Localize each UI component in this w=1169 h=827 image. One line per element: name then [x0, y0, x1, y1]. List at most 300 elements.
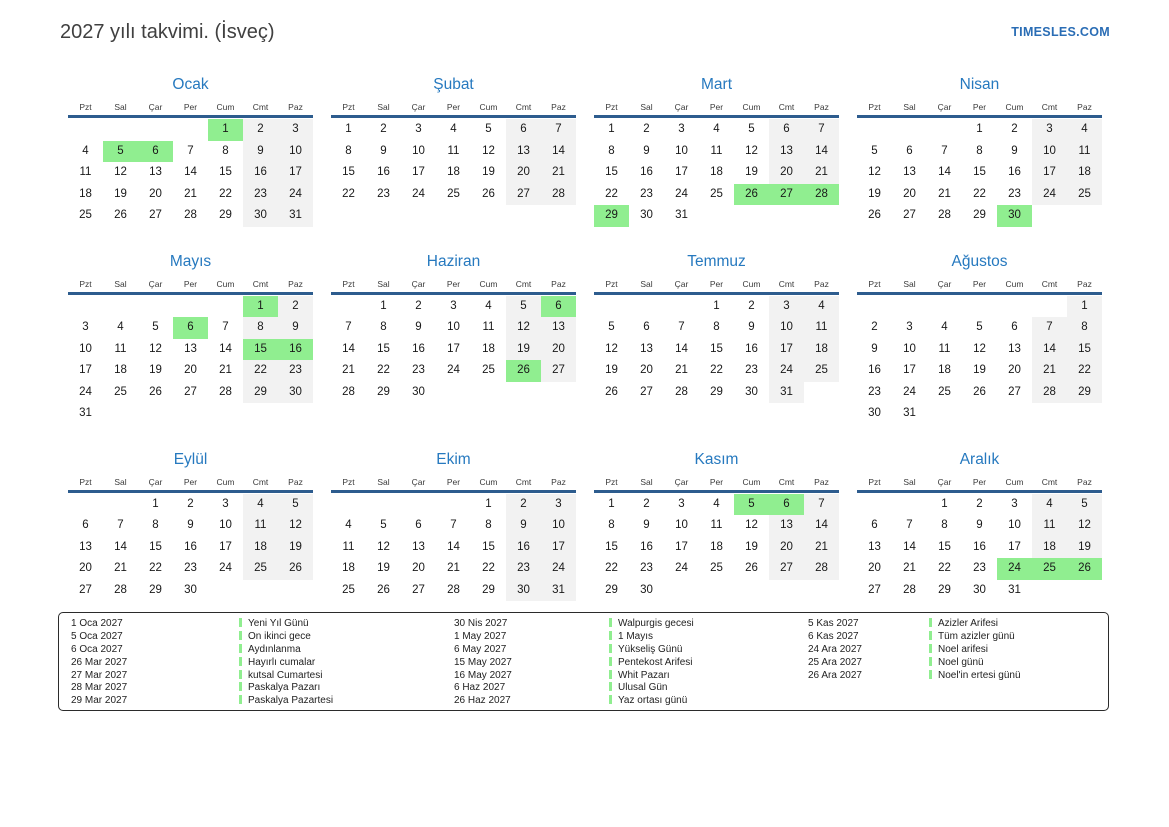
weekday-header-row	[68, 476, 313, 489]
day-cell-empty	[962, 296, 997, 318]
weekday-label: Cum	[1005, 102, 1024, 112]
day-cell: 21	[114, 562, 127, 574]
day-cell: 8	[485, 519, 492, 531]
weekday-label: Çar	[148, 476, 163, 487]
day-cell: 9	[278, 317, 313, 339]
legend-row	[609, 657, 796, 670]
legend-row	[239, 657, 442, 670]
day-cell-empty	[208, 580, 243, 602]
day-cell: 30	[640, 583, 653, 596]
legend-date: 26 Haz 2027	[454, 695, 511, 707]
month-title: Eylül	[173, 450, 208, 468]
day-cell: 28	[541, 184, 576, 206]
day-cell-empty	[331, 494, 366, 516]
holiday-marker-icon	[239, 631, 242, 640]
day-cell: 9	[643, 144, 650, 157]
day-cell-holiday: 5	[734, 494, 769, 516]
legend-holiday-name: Azizler Arifesi	[938, 618, 999, 629]
day-cell: 24	[675, 187, 688, 200]
day-cell-empty	[68, 296, 103, 318]
day-cell: 31	[278, 205, 313, 227]
month-block-3	[594, 76, 839, 227]
day-cell: 14	[114, 540, 127, 553]
day-cell: 17	[675, 166, 688, 178]
day-cell: 18	[710, 166, 723, 178]
day-cell: 19	[377, 562, 390, 574]
weekday-label: Per	[709, 102, 724, 112]
day-cell: 26	[605, 385, 618, 398]
weekday-label: Çar	[674, 278, 689, 289]
month-title: Ekim	[436, 450, 471, 468]
day-cell: 8	[976, 144, 983, 157]
day-cell: 14	[184, 166, 197, 178]
day-cell-holiday: 26	[1067, 558, 1102, 580]
day-cell: 16	[745, 342, 758, 355]
legend-holiday-name: Noel'in ertesi günü	[938, 669, 1021, 681]
day-cell: 21	[903, 562, 916, 574]
weekday-label: Çar	[411, 102, 426, 112]
day-cell: 26	[114, 209, 127, 221]
day-cell: 22	[342, 187, 355, 200]
day-cell: 30	[412, 385, 425, 398]
day-cell: 22	[482, 562, 495, 574]
month-header-rule	[857, 115, 1102, 118]
day-cell-empty	[68, 119, 103, 141]
day-cell: 10	[541, 515, 576, 537]
day-cell: 13	[149, 166, 162, 178]
day-cell-empty	[366, 494, 401, 516]
day-cell: 11	[710, 519, 723, 531]
day-cell: 6	[506, 119, 541, 141]
day-cell: 19	[482, 166, 495, 178]
weekday-label: Sal	[377, 102, 390, 112]
weekday-label: Sal	[640, 278, 653, 289]
day-cell-empty	[629, 296, 664, 318]
day-cell: 24	[1032, 184, 1067, 206]
legend-row	[929, 682, 1108, 695]
weekday-label: Cum	[742, 476, 761, 487]
day-cell: 29	[482, 583, 495, 596]
legend-holiday-name: Pentekost Arifesi	[618, 656, 693, 668]
day-cell: 6	[82, 519, 89, 531]
weekday-label: Paz	[551, 278, 566, 289]
day-cell: 2	[278, 296, 313, 318]
weekday-label: Pzt	[79, 102, 92, 112]
day-cell: 7	[804, 119, 839, 141]
day-cell: 21	[219, 364, 232, 376]
day-cell: 4	[82, 144, 89, 157]
day-cell: 7	[678, 321, 685, 333]
day-cell: 9	[506, 515, 541, 537]
day-cell: 3	[415, 123, 422, 135]
day-cell: 10	[219, 519, 232, 531]
day-cell: 3	[541, 494, 576, 516]
month-header-rule	[331, 292, 576, 295]
day-cell: 12	[745, 519, 758, 531]
day-cell-empty	[734, 580, 769, 602]
legend-row	[929, 644, 1108, 657]
day-cell: 28	[1032, 382, 1067, 404]
day-cell-holiday: 16	[278, 339, 313, 361]
day-cell: 4	[1032, 494, 1067, 516]
month-header-rule	[594, 115, 839, 118]
legend-holiday-name: 1 Mayıs	[618, 630, 654, 642]
day-cell: 10	[903, 342, 916, 355]
day-cell-empty	[769, 205, 804, 227]
day-cell: 16	[184, 540, 197, 553]
weekday-label: Per	[972, 476, 987, 487]
day-cell: 16	[1008, 166, 1021, 178]
weekday-header-row	[594, 101, 839, 114]
day-cell-holiday: 1	[243, 296, 278, 318]
day-grid	[68, 494, 313, 602]
day-cell: 15	[605, 540, 618, 553]
legend-row	[609, 695, 796, 708]
weekday-label: Per	[446, 476, 461, 487]
day-cell: 12	[114, 166, 127, 178]
day-cell: 21	[675, 364, 688, 376]
day-cell: 3	[82, 321, 89, 333]
day-cell: 19	[278, 537, 313, 559]
day-cell: 13	[506, 141, 541, 163]
day-cell: 3	[678, 123, 685, 135]
holiday-marker-icon	[609, 644, 612, 653]
day-cell-empty	[804, 382, 839, 404]
day-grid	[331, 296, 576, 404]
day-grid	[68, 119, 313, 227]
weekday-label: Pzt	[342, 278, 355, 289]
day-cell: 23	[640, 187, 653, 200]
day-cell: 1	[713, 299, 720, 312]
weekday-label: Çar	[937, 476, 952, 487]
site-link[interactable]: TIMESLES.COM	[1011, 25, 1110, 39]
weekday-label: Cmt	[778, 102, 795, 112]
month-header-rule	[68, 115, 313, 118]
day-cell: 27	[149, 209, 162, 221]
day-cell: 25	[243, 558, 278, 580]
legend-row	[609, 670, 796, 683]
day-cell-holiday: 24	[997, 558, 1032, 580]
day-cell: 7	[906, 519, 913, 531]
day-cell: 15	[605, 166, 618, 178]
weekday-label: Cum	[479, 278, 498, 289]
legend-row	[239, 631, 442, 644]
day-cell: 27	[1008, 385, 1021, 398]
day-cell: 1	[485, 497, 492, 510]
month-title: Kasım	[694, 450, 739, 468]
day-cell: 26	[868, 209, 881, 221]
day-cell: 31	[769, 382, 804, 404]
day-cell: 2	[243, 119, 278, 141]
holiday-marker-icon	[929, 631, 932, 640]
day-cell: 1	[152, 497, 159, 510]
day-cell: 20	[769, 162, 804, 184]
day-cell: 10	[447, 321, 460, 333]
day-cell-holiday: 6	[173, 317, 208, 339]
legend-holiday-name: Aydınlanma	[248, 643, 301, 655]
day-cell: 13	[868, 540, 881, 553]
day-cell: 10	[278, 141, 313, 163]
day-cell: 15	[938, 540, 951, 553]
legend-holiday-name: On ikinci gece	[248, 630, 311, 642]
day-cell: 15	[710, 342, 723, 355]
weekday-label: Sal	[114, 476, 127, 487]
day-cell: 31	[1008, 583, 1021, 596]
weekday-label: Pzt	[868, 476, 881, 487]
day-cell: 13	[769, 141, 804, 163]
day-cell: 28	[804, 558, 839, 580]
day-cell-holiday: 28	[804, 184, 839, 206]
day-cell: 15	[1067, 339, 1102, 361]
day-cell: 22	[149, 562, 162, 574]
day-cell-empty	[594, 296, 629, 318]
weekday-label: Cmt	[778, 476, 795, 487]
month-title: Temmuz	[687, 252, 746, 270]
day-cell: 15	[377, 342, 390, 355]
weekday-label: Cum	[216, 476, 235, 487]
day-cell: 20	[769, 537, 804, 559]
day-cell: 8	[152, 519, 159, 531]
day-cell: 27	[412, 583, 425, 596]
weekday-label: Çar	[674, 102, 689, 112]
day-cell: 7	[187, 144, 194, 157]
weekday-label: Çar	[937, 102, 952, 112]
day-cell: 19	[973, 364, 986, 376]
day-cell-empty	[997, 296, 1032, 318]
weekday-label: Paz	[288, 278, 303, 289]
day-cell: 9	[187, 519, 194, 531]
day-cell: 8	[941, 519, 948, 531]
legend-date: 6 Haz 2027	[454, 682, 506, 694]
legend-grid	[59, 618, 1108, 708]
month-header-rule	[594, 292, 839, 295]
day-grid	[68, 296, 313, 425]
day-cell: 17	[903, 364, 916, 376]
weekday-label: Per	[709, 476, 724, 487]
day-cell: 23	[973, 562, 986, 574]
day-cell: 14	[804, 515, 839, 537]
month-header-rule	[857, 292, 1102, 295]
day-cell: 24	[412, 187, 425, 200]
weekday-label: Per	[446, 102, 461, 112]
holiday-marker-icon	[609, 618, 612, 627]
day-cell: 11	[482, 321, 495, 333]
day-cell: 6	[1011, 321, 1018, 333]
page-title: 2027 yılı takvimi. (İsveç)	[60, 21, 275, 43]
day-cell: 21	[541, 162, 576, 184]
month-header-rule	[68, 292, 313, 295]
day-cell: 1	[976, 123, 983, 135]
weekday-label: Sal	[377, 476, 390, 487]
month-header-rule	[857, 490, 1102, 493]
day-cell: 28	[219, 385, 232, 398]
day-cell-holiday: 6	[541, 296, 576, 318]
day-cell: 11	[1032, 515, 1067, 537]
day-cell: 2	[380, 123, 387, 135]
legend-row	[929, 631, 1108, 644]
day-cell: 20	[541, 339, 576, 361]
day-cell: 26	[745, 562, 758, 574]
day-cell-empty	[664, 296, 699, 318]
day-cell: 11	[114, 342, 127, 355]
day-cell: 23	[377, 187, 390, 200]
day-cell-empty	[436, 494, 471, 516]
day-cell-empty	[699, 580, 734, 602]
month-title: Ocak	[172, 76, 209, 93]
day-cell-empty	[541, 382, 576, 404]
day-cell: 2	[976, 497, 983, 510]
weekday-label: Cmt	[515, 102, 532, 112]
day-cell: 2	[415, 299, 422, 312]
day-cell: 24	[541, 558, 576, 580]
day-cell: 21	[342, 364, 355, 376]
day-cell: 13	[79, 540, 92, 553]
day-cell: 22	[710, 364, 723, 376]
day-cell: 30	[640, 209, 653, 221]
day-cell: 5	[278, 494, 313, 516]
day-cell: 8	[222, 144, 229, 157]
day-cell: 16	[868, 364, 881, 376]
holiday-marker-icon	[929, 670, 932, 679]
day-cell: 14	[903, 540, 916, 553]
day-cell: 14	[675, 342, 688, 355]
day-cell: 11	[342, 540, 355, 553]
day-cell-empty	[103, 403, 138, 425]
month-block-4	[857, 76, 1102, 227]
day-cell-empty	[401, 494, 436, 516]
day-cell: 3	[450, 299, 457, 312]
day-cell: 5	[608, 321, 615, 333]
weekday-label: Paz	[551, 102, 566, 112]
day-cell: 5	[748, 123, 755, 135]
day-cell: 3	[222, 497, 229, 510]
day-cell: 24	[903, 385, 916, 398]
weekday-label: Cum	[1005, 278, 1024, 289]
day-grid	[857, 296, 1102, 425]
weekday-label: Per	[972, 278, 987, 289]
legend-date: 24 Ara 2027	[808, 643, 862, 655]
weekday-label: Sal	[114, 102, 127, 112]
day-cell: 9	[643, 519, 650, 531]
legend-date: 16 May 2027	[454, 669, 512, 681]
legend-row	[609, 644, 796, 657]
weekday-header-row	[68, 101, 313, 114]
holiday-marker-icon	[239, 682, 242, 691]
day-cell: 31	[675, 209, 688, 221]
legend-row	[929, 670, 1108, 683]
day-cell: 20	[506, 162, 541, 184]
day-cell: 3	[906, 321, 913, 333]
month-title: Nisan	[959, 76, 1000, 93]
weekday-label: Cmt	[1041, 476, 1058, 487]
day-cell: 15	[482, 540, 495, 553]
month-block-7	[594, 253, 839, 404]
day-cell: 23	[412, 364, 425, 376]
day-cell: 24	[219, 562, 232, 574]
day-grid	[594, 119, 839, 227]
day-cell-empty	[734, 205, 769, 227]
day-cell: 29	[938, 583, 951, 596]
day-cell: 11	[1067, 141, 1102, 163]
weekday-label: Pzt	[342, 476, 355, 487]
day-cell-empty	[208, 296, 243, 318]
legend-holiday-name: kutsal Cumartesi	[248, 669, 323, 681]
day-cell: 10	[79, 342, 92, 355]
legend-date: 6 May 2027	[454, 643, 507, 655]
weekday-label: Per	[183, 102, 198, 112]
day-cell-empty	[1032, 296, 1067, 318]
day-cell: 12	[377, 540, 390, 553]
weekday-label: Per	[709, 278, 724, 289]
weekday-label: Çar	[937, 278, 952, 289]
day-cell-holiday: 29	[594, 205, 629, 227]
day-cell: 1	[941, 497, 948, 510]
day-cell: 12	[278, 515, 313, 537]
day-cell-empty	[699, 205, 734, 227]
day-cell: 7	[541, 119, 576, 141]
day-cell: 10	[769, 317, 804, 339]
day-cell: 18	[710, 540, 723, 553]
day-cell: 1	[1067, 296, 1102, 318]
day-cell: 28	[447, 583, 460, 596]
holiday-marker-icon	[239, 618, 242, 627]
legend-row	[239, 682, 442, 695]
day-cell: 8	[243, 317, 278, 339]
months-grid	[68, 76, 1102, 601]
day-cell: 16	[243, 162, 278, 184]
day-cell-holiday: 25	[1032, 558, 1067, 580]
day-cell: 29	[1067, 382, 1102, 404]
month-header-rule	[331, 490, 576, 493]
day-cell: 28	[184, 209, 197, 221]
day-cell: 29	[973, 209, 986, 221]
day-cell-empty	[857, 296, 892, 318]
holiday-marker-icon	[609, 670, 612, 679]
day-cell: 4	[345, 519, 352, 531]
day-cell-holiday: 26	[734, 184, 769, 206]
weekday-header-row	[331, 101, 576, 114]
day-cell: 10	[412, 144, 425, 157]
day-cell: 20	[640, 364, 653, 376]
day-cell: 27	[541, 360, 576, 382]
day-grid	[594, 494, 839, 602]
day-cell-empty	[962, 403, 997, 425]
legend-holiday-name: Walpurgis gecesi	[618, 618, 694, 629]
weekday-header-row	[857, 476, 1102, 489]
legend-holiday-name: Yükseliş Günü	[618, 643, 683, 655]
day-cell: 23	[640, 562, 653, 574]
day-cell: 16	[640, 540, 653, 553]
weekday-header-row	[331, 278, 576, 291]
weekday-label: Pzt	[868, 102, 881, 112]
day-cell: 21	[1032, 360, 1067, 382]
day-cell-empty	[278, 580, 313, 602]
day-cell: 21	[804, 537, 839, 559]
weekday-label: Çar	[148, 278, 163, 289]
day-cell: 13	[412, 540, 425, 553]
day-cell: 17	[541, 537, 576, 559]
legend-holiday-name: Tüm azizler günü	[938, 630, 1015, 642]
day-cell-holiday: 6	[138, 141, 173, 163]
day-cell: 24	[278, 184, 313, 206]
day-cell: 3	[278, 119, 313, 141]
weekday-label: Cmt	[1041, 278, 1058, 289]
day-cell: 2	[643, 123, 650, 135]
day-cell: 7	[222, 321, 229, 333]
weekday-label: Per	[183, 278, 198, 289]
day-cell-empty	[857, 494, 892, 516]
weekday-header-row	[857, 101, 1102, 114]
